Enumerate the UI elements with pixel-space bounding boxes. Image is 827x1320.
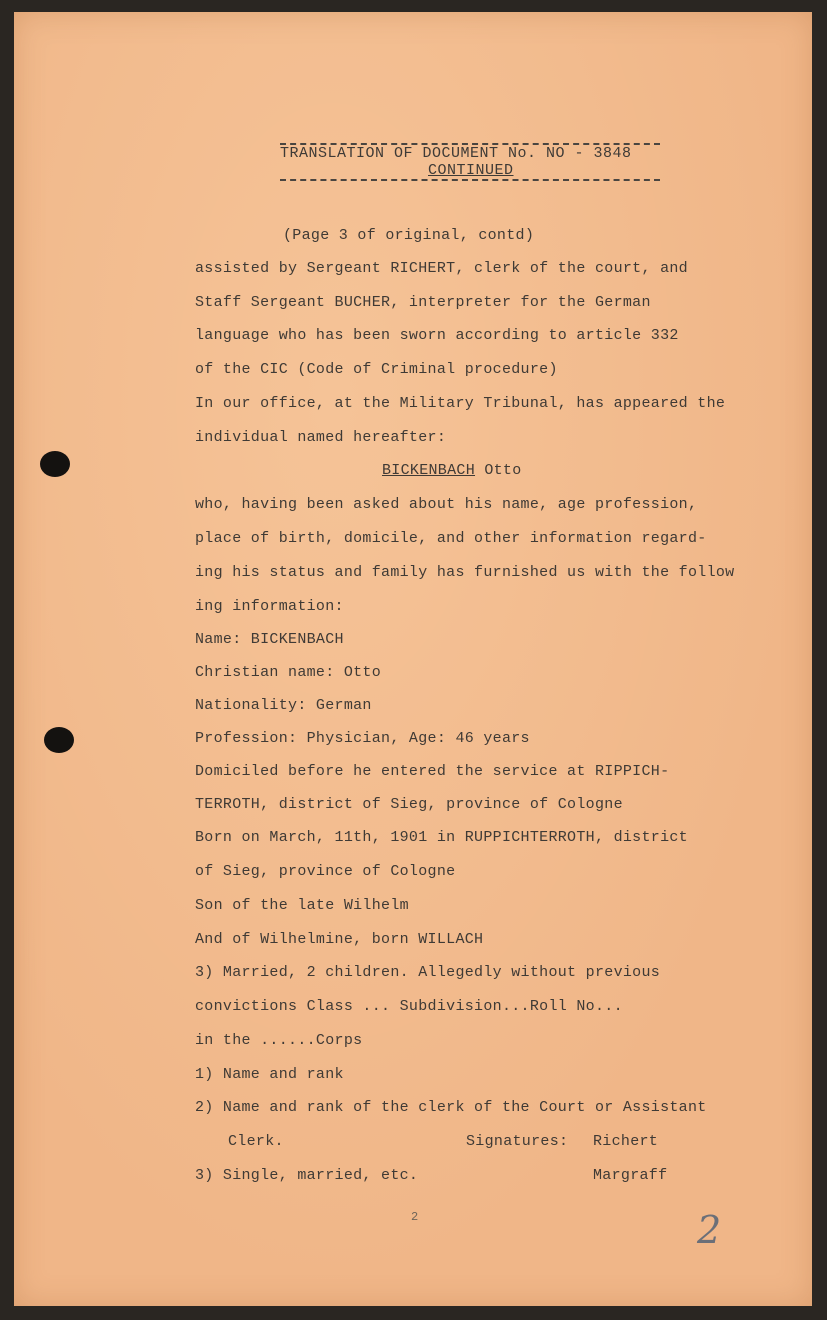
title-line: TRANSLATION OF DOCUMENT No. NO - 3848	[280, 145, 632, 162]
page-number: 2	[411, 1210, 419, 1224]
field-born-cont: of Sieg, province of Cologne	[195, 863, 456, 880]
field-convictions: convictions Class ... Subdivision...Roll No...	[195, 998, 623, 1015]
page-reference: (Page 3 of original, contd)	[283, 227, 535, 244]
subject-surname: BICKENBACH	[382, 462, 476, 479]
body-line: Staff Sergeant BUCHER, interpreter for the German	[195, 294, 651, 311]
info-line: ing information:	[195, 598, 344, 615]
field-marital: 3) Married, 2 children. Allegedly without previous	[195, 964, 661, 981]
body-line: of the CIC (Code of Criminal procedure)	[195, 361, 558, 378]
field-domicile: Domiciled before he entered the service at RIPPICH-	[195, 763, 670, 780]
field-christian-name: Christian name: Otto	[195, 664, 382, 681]
info-line: ing his status and family has furnished us with the follow	[195, 564, 735, 581]
subject-name	[382, 462, 522, 479]
body-line: assisted by Sergeant RICHERT, clerk of the court, and	[195, 260, 688, 277]
field-domicile-cont: TERROTH, district of Sieg, province of Cologne	[195, 796, 623, 813]
field-nationality: Nationality: German	[195, 697, 372, 714]
field-born: Born on March, 11th, 1901 in RUPPICHTERROTH, district	[195, 829, 688, 846]
punch-hole-lower	[44, 727, 74, 753]
handwritten-page-number: 2	[697, 1208, 722, 1252]
signature-margraff: Margraff	[593, 1167, 668, 1184]
signatures-label: Signatures:	[466, 1133, 569, 1150]
body-line: individual named hereafter:	[195, 429, 447, 446]
subject-given-name: Otto	[484, 462, 522, 479]
footnote: 3) Single, married, etc.	[195, 1167, 419, 1184]
body-line: In our office, at the Military Tribunal, has appeared the	[195, 395, 726, 412]
footnote-cont: Clerk.	[228, 1133, 284, 1150]
field-corps: in the ......Corps	[195, 1032, 363, 1049]
field-name: Name: BICKENBACH	[195, 631, 344, 648]
punch-hole-upper	[40, 451, 70, 477]
field-father: Son of the late Wilhelm	[195, 897, 409, 914]
footnote: 1) Name and rank	[195, 1066, 344, 1083]
info-line: place of birth, domicile, and other information regard-	[195, 530, 707, 547]
field-mother: And of Wilhelmine, born WILLACH	[195, 931, 484, 948]
signature-richert: Richert	[593, 1133, 659, 1150]
title-continued: CONTINUED	[428, 162, 514, 179]
footnote: 2) Name and rank of the clerk of the Court or Assistant	[195, 1099, 707, 1116]
body-line: language who has been sworn according to article 332	[195, 327, 679, 344]
field-profession: Profession: Physician, Age: 46 years	[195, 730, 530, 747]
info-line: who, having been asked about his name, age profession,	[195, 496, 698, 513]
